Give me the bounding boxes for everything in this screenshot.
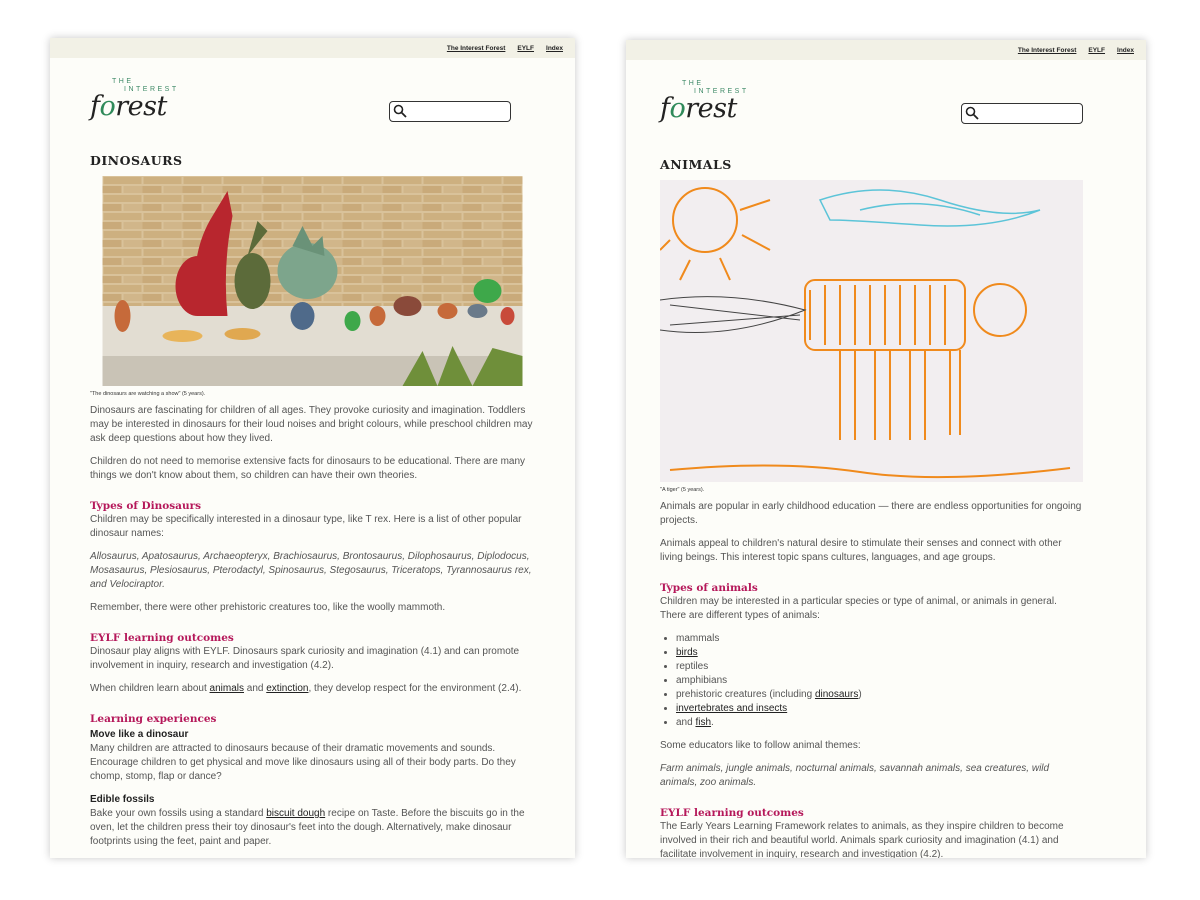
text: and bbox=[244, 683, 267, 694]
text: . bbox=[711, 717, 714, 728]
list-item bbox=[676, 688, 1083, 702]
nav-home-link[interactable]: The Interest Forest bbox=[1017, 46, 1077, 54]
paragraph: Children do not need to memorise extensive facts for dinosaurs to be educational. There are many things we don't know about them, so children can have their own theories. bbox=[90, 456, 526, 481]
nav-eylf-link[interactable]: EYLF bbox=[1088, 46, 1106, 54]
text: Bake your own fossils using a standard bbox=[90, 808, 267, 819]
section-heading-types: Types of animals bbox=[660, 582, 758, 594]
paragraph bbox=[90, 682, 535, 696]
top-nav bbox=[626, 40, 1146, 60]
nav-eylf-link[interactable]: EYLF bbox=[517, 44, 535, 52]
section-heading-eylf: EYLF learning outcomes bbox=[660, 807, 804, 819]
list-item bbox=[676, 716, 1083, 730]
nav-home-link[interactable]: The Interest Forest bbox=[446, 44, 506, 52]
animals-link[interactable]: animals bbox=[209, 683, 244, 694]
logo-forest: forest bbox=[90, 91, 167, 122]
text: , they develop respect for the environment (2.4). bbox=[308, 683, 522, 694]
site-logo[interactable] bbox=[90, 78, 179, 120]
logo-the: THE bbox=[112, 78, 134, 85]
biscuit-dough-link[interactable]: biscuit dough bbox=[266, 808, 326, 819]
extinction-link[interactable]: extinction bbox=[266, 683, 309, 694]
search-input[interactable] bbox=[389, 101, 511, 122]
dinosaurs-link[interactable]: dinosaurs bbox=[814, 689, 859, 700]
logo-interest: INTEREST bbox=[694, 88, 749, 95]
animals-page bbox=[626, 40, 1146, 858]
paragraph: Children may be specifically interested in a dinosaur type, like T rex. Here is a list of other popular dinosaur names: bbox=[90, 514, 522, 539]
section-heading-eylf: EYLF learning outcomes bbox=[90, 632, 234, 644]
list-item bbox=[676, 702, 1083, 716]
site-logo[interactable] bbox=[660, 80, 749, 122]
page-title: DINOSAURS bbox=[90, 153, 183, 168]
intro-paragraph: Animals are popular in early childhood education — there are endless opportunities for ongoing projects. bbox=[660, 501, 1082, 526]
paragraph: The Early Years Learning Framework relates to animals, as they inspire children to become involved in their rich and beautiful world. Animals spark curiosity and imagination (4.1) and facilitate involvement in inquiry, research and investigation (4.2). bbox=[660, 821, 1064, 858]
search-icon bbox=[965, 106, 979, 120]
text: and bbox=[676, 717, 696, 728]
dinosaur-toys-photo bbox=[90, 176, 535, 386]
text: prehistoric creatures (including bbox=[676, 689, 815, 700]
search-icon bbox=[393, 104, 407, 118]
animal-themes: Farm animals, jungle animals, nocturnal animals, savannah animals, sea creatures, wild animals, zoo animals. bbox=[660, 763, 1050, 788]
text: recipe on Taste. Before the biscuits go in the oven, let the children press their toy dinosaur's feet into the dough. Alternatively, make dinosaur footprints using the feet, paint and paper. bbox=[90, 808, 525, 847]
paragraph bbox=[90, 807, 535, 849]
invertebrates-link[interactable]: invertebrates and insects bbox=[676, 703, 788, 714]
logo-interest: INTEREST bbox=[124, 86, 179, 93]
logo-forest: forest bbox=[660, 93, 737, 124]
paragraph: Remember, there were other prehistoric creatures too, like the woolly mammoth. bbox=[90, 602, 446, 613]
paragraph: Some educators like to follow animal themes: bbox=[660, 740, 861, 751]
section-heading-experiences: Learning experiences bbox=[90, 713, 217, 725]
text: ) bbox=[858, 689, 862, 700]
search-input[interactable] bbox=[961, 103, 1083, 124]
logo-the: THE bbox=[682, 80, 704, 87]
tiger-drawing bbox=[660, 180, 1083, 482]
paragraph: Dinosaur play aligns with EYLF. Dinosaurs spark curiosity and imagination (4.1) and can promote involvement in inquiry, research and investigation (4.2). bbox=[90, 646, 520, 671]
nav-index-link[interactable]: Index bbox=[546, 44, 563, 52]
image-caption: "The dinosaurs are watching a show" (5 years). bbox=[90, 391, 206, 397]
subheading-fossils: Edible fossils bbox=[90, 794, 155, 805]
text: When children learn about bbox=[90, 683, 210, 694]
fish-link[interactable]: fish bbox=[695, 717, 712, 728]
list-item bbox=[676, 646, 1083, 660]
dinosaur-names: Allosaurus, Apatosaurus, Archaeopteryx, Brachiosaurus, Brontosaurus, Dilophosaurus, Diplodocus, Mosasaurus, Plesiosaurus, Pterodactyl, Spinosaurus, Stegosaurus, Triceratops, Tyrannosaurus rex, and Velociraptor. bbox=[90, 551, 532, 590]
section-heading-types: Types of Dinosaurs bbox=[90, 500, 202, 512]
paragraph: Many children are attracted to dinosaurs because of their dramatic movements and sounds. Encourage children to get physical and move like dinosaurs using all of their body parts. Do they chomp, stomp, flap or dance? bbox=[90, 743, 516, 782]
page-title: ANIMALS bbox=[660, 157, 732, 172]
intro-paragraph: Dinosaurs are fascinating for children of all ages. They provoke curiosity and imagination. Toddlers may be interested in dinosaurs for their loud noises and bright colours, while preschool children may ask deep questions about how they lived. bbox=[90, 405, 533, 444]
animal-types-list bbox=[676, 632, 1083, 730]
top-nav bbox=[50, 38, 575, 58]
nav-index-link[interactable]: Index bbox=[1117, 46, 1134, 54]
dinosaurs-page bbox=[50, 38, 575, 858]
subheading-move: Move like a dinosaur bbox=[90, 729, 189, 740]
birds-link[interactable]: birds bbox=[676, 647, 698, 658]
list-item: • reptiles bbox=[676, 660, 1083, 674]
paragraph: Animals appeal to children's natural desire to stimulate their senses and connect with other living beings. This interest topic spans cultures, languages, and age groups. bbox=[660, 538, 1062, 563]
image-caption: "A tiger" (5 years). bbox=[660, 487, 705, 493]
paragraph: Children may be interested in a particular species or type of animal, or animals in general. There are different types of animals: bbox=[660, 596, 1057, 621]
list-item: • amphibians bbox=[676, 674, 1083, 688]
list-item: • mammals bbox=[676, 632, 1083, 646]
